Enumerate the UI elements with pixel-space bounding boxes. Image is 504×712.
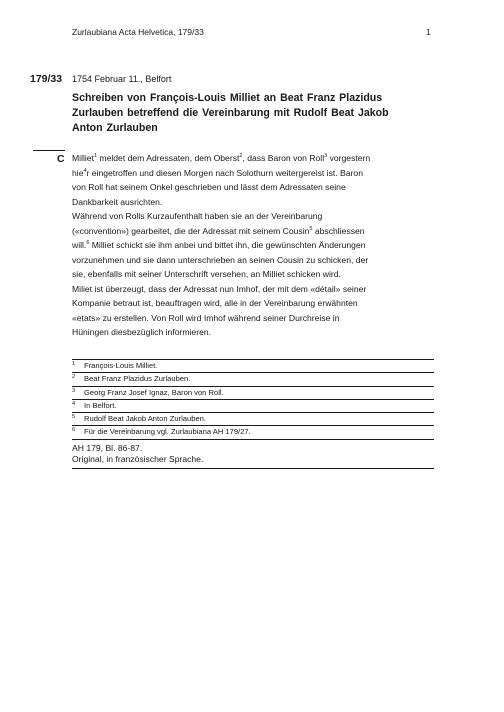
text-line <box>72 151 434 166</box>
text-segment: Hüningen diesbezüglich informieren. <box>72 327 212 337</box>
text-segment: Dankbarkeit ausrichten. <box>72 196 163 207</box>
footnote-number: 6 <box>72 427 76 434</box>
footnote-text: Beat Franz Plazidus Zurlauben. <box>84 374 191 384</box>
text-segment: r eingetroffen und diesen Morgen nach Solothurn weitergereist ist. Baron <box>86 167 363 178</box>
section-divider <box>33 150 65 151</box>
footnote-text: Rudolf Beat Jakob Anton Zurlauben. <box>84 414 207 424</box>
footnote-number: 5 <box>72 414 76 421</box>
text-segment: vorgestern <box>327 153 371 163</box>
regest-text <box>72 151 434 340</box>
text-segment: Miliet ist überzeugt, dass der Adressat nun Imhof, der mit dem «détail» seiner <box>72 283 367 294</box>
footnote <box>72 426 434 439</box>
text-segment: hie <box>72 167 84 178</box>
content-marker: C <box>57 153 65 165</box>
text-segment: Kompanie betraut ist, beauftragen wird, alle in der Vereinbarung erwähnten <box>72 298 358 308</box>
title-line: Anton Zurlauben <box>72 122 158 134</box>
title-line: Zurlauben betreffend die Vereinbarung mit Rudolf Beat Jakob <box>72 107 389 119</box>
text-segment: meldet dem Adressaten, dem Oberst <box>97 153 240 163</box>
running-header-title: Zurlaubiana Acta Helvetica, 179/33 <box>72 27 204 37</box>
text-line <box>72 325 434 340</box>
footnote <box>72 400 434 413</box>
document-date-place: 1754 Februar 11., Belfort <box>72 74 172 84</box>
footnote-number: 3 <box>72 387 76 394</box>
text-segment: sie, ebenfalls mit seiner Unterschrift versehen, an Milliet schicken wird. <box>72 269 341 279</box>
text-segment: will. <box>72 240 87 250</box>
text-segment: abschliessen <box>312 225 365 236</box>
text-line <box>72 282 434 297</box>
footnote <box>72 387 434 400</box>
footnote <box>72 413 434 426</box>
footnote <box>72 373 434 386</box>
footnote-reference: 5 <box>309 225 313 232</box>
text-line <box>72 267 434 282</box>
text-line <box>72 253 434 268</box>
footnote-reference: 6 <box>86 240 90 246</box>
footnote <box>72 359 434 373</box>
footnote-number: 1 <box>72 361 76 367</box>
text-segment: Milliet schickt sie ihm anbei und bittet ihn, die gewünschten Änderungen <box>89 240 366 250</box>
text-line <box>72 224 434 239</box>
text-line <box>72 209 434 224</box>
footnote-reference: 2 <box>239 153 243 159</box>
text-segment: «etats» zu erstellen. Von Roll wird Imhof während seiner Durchreise in <box>72 312 340 323</box>
text-segment: , dass Baron von Roll <box>242 153 325 163</box>
text-line <box>72 311 434 326</box>
text-line <box>72 166 434 181</box>
text-segment: («convention») gearbeitet, die der Adressat mit seinem Cousin <box>72 225 310 236</box>
footnote-text: Georg Franz Josef Ignaz, Baron von Roll. <box>84 387 224 397</box>
footnote-text: François-Louis Milliet. <box>84 361 158 370</box>
footnote-reference: 1 <box>93 153 98 159</box>
text-line <box>72 195 434 210</box>
document-number: 179/33 <box>30 73 63 85</box>
text-segment: von Roll hat seinem Onkel geschrieben und lässt dem Adressaten seine <box>72 182 346 192</box>
archive-reference: AH 179, Bl. 86-87. <box>72 442 143 453</box>
title-line: Schreiben von François-Louis Milliet an Beat Franz Plazidus <box>72 92 383 104</box>
footnote-reference: 4 <box>83 167 87 174</box>
footnote-text: In Belfort. <box>84 400 117 410</box>
text-segment: Milliet <box>72 153 94 163</box>
text-segment: Während von Rolls Kurzaufenthalt haben sie an der Vereinbarung <box>72 211 323 221</box>
text-line <box>72 296 434 311</box>
footnote-number: 4 <box>72 400 76 407</box>
footnote-text: Für die Vereinbarung vgl. Zurlaubiana AH 179/27. <box>84 427 251 437</box>
original-language-note: Original, in französischer Sprache. <box>72 453 204 464</box>
footnotes <box>72 359 434 469</box>
document-title <box>72 91 434 136</box>
footnote-number: 2 <box>72 374 76 381</box>
footnote-reference: 3 <box>324 153 328 159</box>
text-segment: vorzunehmen und sie dann unterschrieben an seinen Cousin zu schicken, der <box>72 254 369 265</box>
source-block <box>72 440 434 469</box>
text-line <box>72 238 434 253</box>
page-number: 1 <box>426 27 431 37</box>
text-line <box>72 180 434 195</box>
